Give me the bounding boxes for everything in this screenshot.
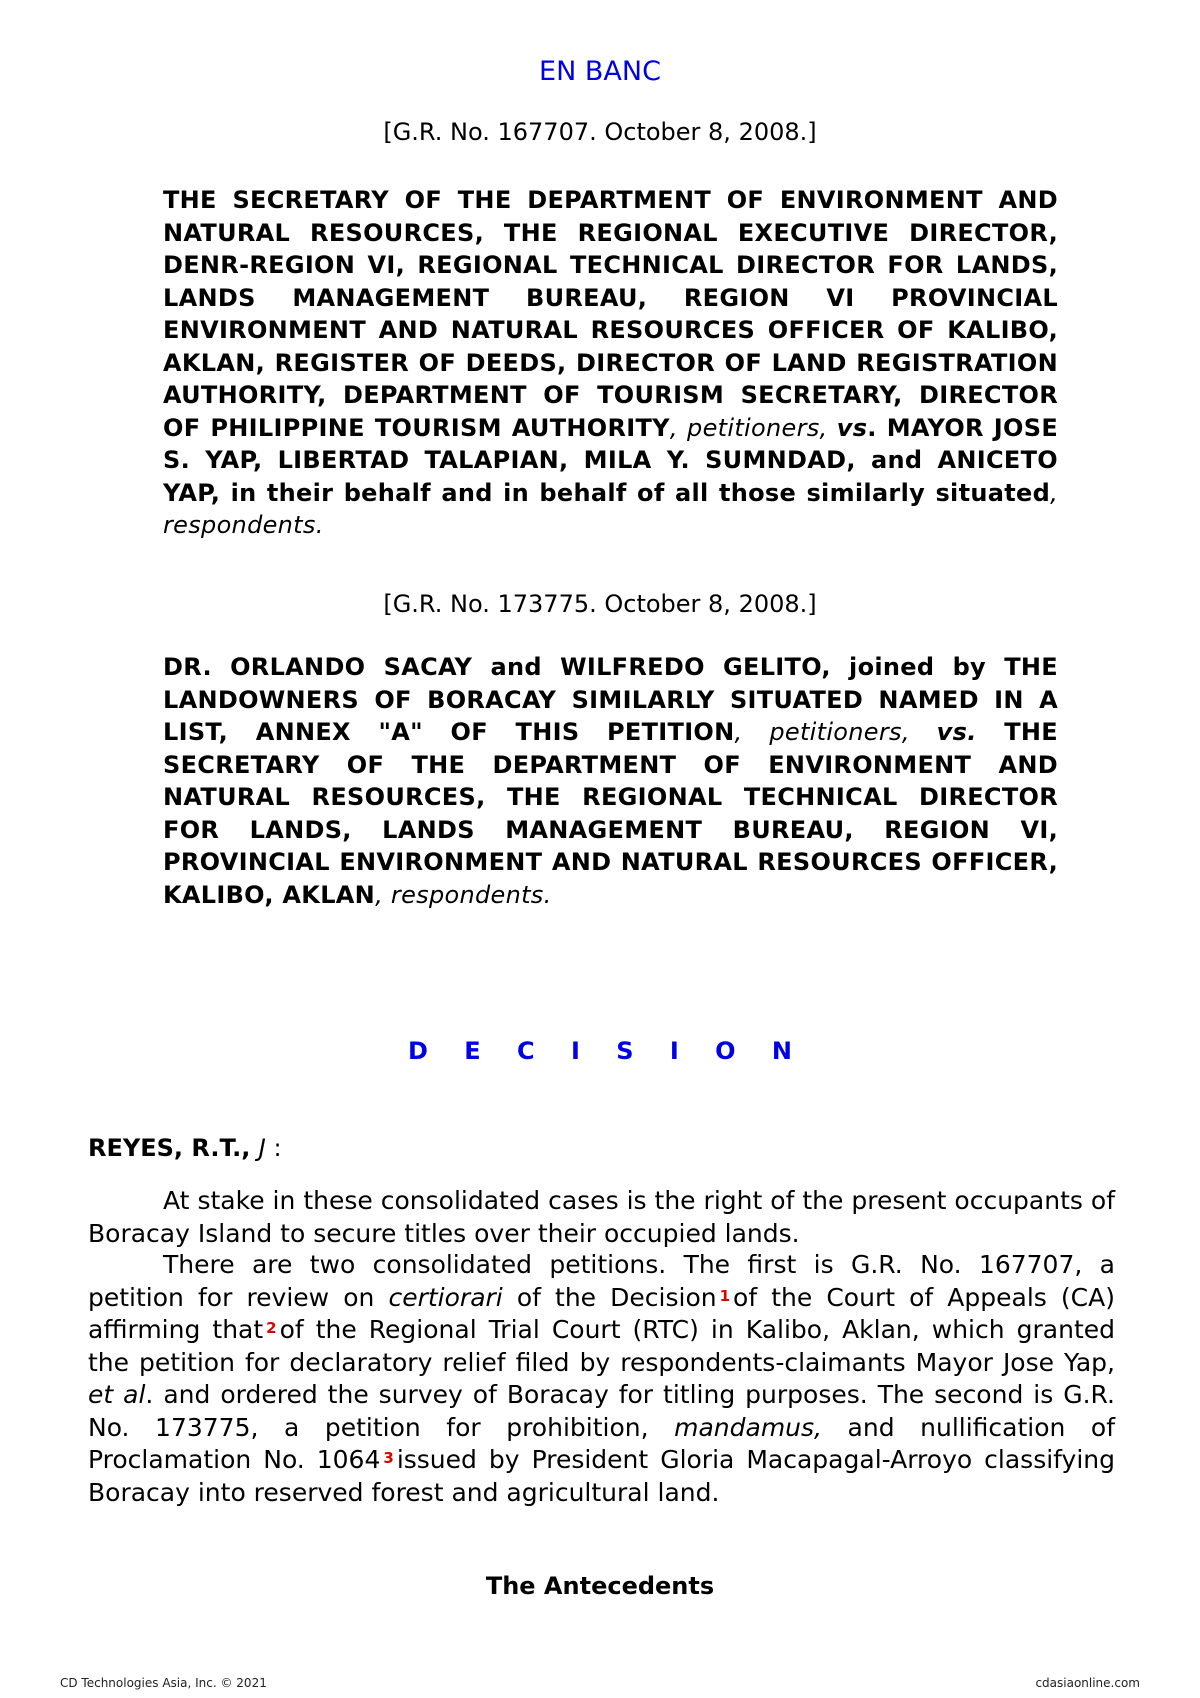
case2-parties: DR. ORLANDO SACAY and WILFREDO GELITO, joined by THE LANDOWNERS OF BORACAY SIMILARLY SITUATED NAMED IN A LIST, ANNEX "A" OF THIS PETITION, petitioners, vs. THE SECRETARY OF THE DEPARTMENT OF ENVIRONMENT AND NATURAL RESOURCES, THE REGIONAL TECHNICAL DIRECTOR FOR LANDS, LANDS MANAGEMENT BUREAU, REGION VI, PROVINCIAL ENVIRONMENT AND NATURAL RESOURCES OFFICER, KALIBO, AKLAN, respondents. — [163, 653, 1059, 909]
case2-petitioners-label: petitioners — [769, 718, 902, 746]
case2-respondents-label: respondents — [390, 880, 544, 909]
ponente: REYES, R.T., J : — [88, 1134, 282, 1162]
case2-vs: vs. — [936, 718, 977, 746]
case2-respondents: THE SECRETARY OF THE DEPARTMENT OF ENVIRONMENT AND NATURAL RESOURCES, THE REGIONAL TECHNICAL DIRECTOR FOR LANDS, LANDS MANAGEMENT BUREAU, REGION VI, PROVINCIAL ENVIRONMENT AND NATURAL RESOURCES OFFICER, KALIBO, AKLAN — [163, 718, 1059, 909]
footer-copyright: CD Technologies Asia, Inc. © 2021 — [60, 1676, 267, 1690]
ponente-title: J — [258, 1134, 266, 1162]
footer-site: cdasiaonline.com — [1035, 1676, 1140, 1690]
paragraph-2: There are two consolidated petitions. The first is G.R. No. 167707, a petition for review on certiorari of the Decision $^1$ of the Court of Appeals (CA) affirming that $^2$ of the Regional Trial Court (RTC) in Kalibo, Aklan, which granted the petition for declaratory relief filed by respondents-claimants Mayor Jose Yap, et al. and ordered the survey of Boracay for titling purposes. The second is G.R. No. 173775, a petition for prohibition, mandamus, and nullification of Proclamation No. 1064 $^3$ issued by President Gloria Macapagal-Arroyo classifying Boracay into reserved forest and agricultural land. — [88, 1250, 1116, 1507]
footnote-1-link[interactable]: 1 — [719, 1286, 731, 1305]
case1-respondents: MAYOR JOSE S. YAP, LIBERTAD TALAPIAN, MILA Y. SUMNDAD, and ANICETO YAP, in their behalf and in behalf of all those similarly situated — [163, 413, 1059, 507]
paragraph-1: At stake in these consolidated cases is the right of the present occupants of Boracay Island to secure titles over their occupied lands. — [88, 1186, 1115, 1248]
case1-respondents-label: respondents — [163, 511, 316, 539]
case1-parties: THE SECRETARY OF THE DEPARTMENT OF ENVIRONMENT AND NATURAL RESOURCES, THE REGIONAL EXECUTIVE DIRECTOR, DENR-REGION VI, REGIONAL TECHNICAL DIRECTOR FOR LANDS, LANDS MANAGEMENT BUREAU, REGION VI PROVINCIAL ENVIRONMENT AND NATURAL RESOURCES OFFICER OF KALIBO, AKLAN, REGISTER OF DEEDS, DIRECTOR OF LAND REGISTRATION AUTHORITY, DEPARTMENT OF TOURISM SECRETARY, DIRECTOR OF PHILIPPINE TOURISM AUTHORITY, petitioners, vs. MAYOR JOSE S. YAP, LIBERTAD TALAPIAN, MILA Y. SUMNDAD, and ANICETO YAP, in their behalf and in behalf of all those similarly situated, respondents. — [163, 186, 1059, 539]
case1-vs: vs — [836, 413, 868, 442]
footnote-2-link[interactable]: 2 — [266, 1319, 277, 1337]
ponente-name: REYES, R.T. — [88, 1134, 242, 1162]
case1-gr-number: [G.R. No. 167707. October 8, 2008.] — [383, 118, 817, 146]
footnote-3-link[interactable]: 3 — [383, 1449, 394, 1467]
case1-petitioners-label: petitioners — [687, 413, 820, 442]
court-division: EN BANC — [539, 56, 661, 87]
section-heading: The Antecedents — [485, 1572, 715, 1600]
case2-gr-number: [G.R. No. 173775. October 8, 2008.] — [383, 590, 817, 618]
case2-petitioners: DR. ORLANDO SACAY and WILFREDO GELITO, joined by THE LANDOWNERS OF BORACAY SIMILARLY SITUATED NAMED IN A LIST, ANNEX "A" OF THIS PETITION — [163, 653, 1058, 746]
decision-title: D E C I S I O N — [407, 1037, 807, 1065]
case1-petitioners: THE SECRETARY OF THE DEPARTMENT OF ENVIRONMENT AND NATURAL RESOURCES, THE REGIONAL EXECUTIVE DIRECTOR, DENR-REGION VI, REGIONAL TECHNICAL DIRECTOR FOR LANDS, LANDS MANAGEMENT BUREAU, REGION VI PROVINCIAL ENVIRONMENT AND NATURAL RESOURCES OFFICER OF KALIBO, AKLAN, REGISTER OF DEEDS, DIRECTOR OF LAND REGISTRATION AUTHORITY, DEPARTMENT OF TOURISM SECRETARY, DIRECTOR OF PHILIPPINE TOURISM AUTHORITY — [163, 186, 1058, 442]
